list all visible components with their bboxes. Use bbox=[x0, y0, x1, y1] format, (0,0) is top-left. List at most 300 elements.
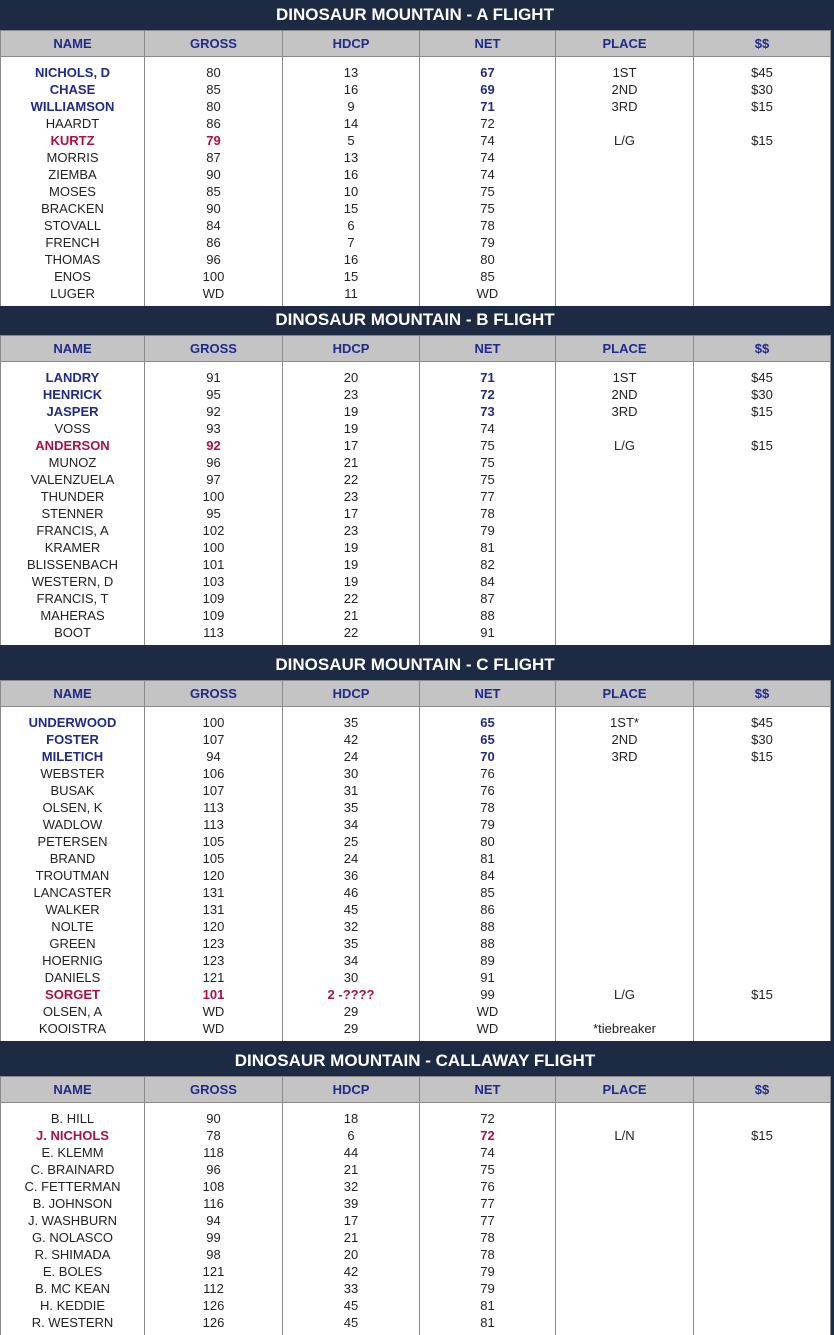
table-row bbox=[1, 98, 831, 115]
cell-gross: 80 bbox=[145, 57, 283, 82]
cell-place bbox=[556, 607, 694, 624]
cell-place: 3RD bbox=[556, 403, 694, 420]
cell-place: 2ND bbox=[556, 81, 694, 98]
cell-hdcp: 19 bbox=[283, 556, 420, 573]
cell-gross: 99 bbox=[145, 1229, 283, 1246]
cell-hdcp: 45 bbox=[283, 1297, 420, 1314]
cell-name: LANCASTER bbox=[1, 884, 145, 901]
cell-hdcp: 24 bbox=[283, 748, 420, 765]
cell-money: $15 bbox=[694, 98, 831, 115]
cell-name: E. BOLES bbox=[1, 1263, 145, 1280]
cell-hdcp: 46 bbox=[283, 884, 420, 901]
cell-name: H. KEDDIE bbox=[1, 1297, 145, 1314]
column-header-place: PLACE bbox=[556, 336, 694, 362]
cell-name: KRAMER bbox=[1, 539, 145, 556]
cell-net: 75 bbox=[420, 454, 556, 471]
cell-gross: 103 bbox=[145, 573, 283, 590]
table-row bbox=[1, 1003, 831, 1020]
flight-results-table bbox=[0, 1076, 831, 1335]
cell-net: 81 bbox=[420, 1314, 556, 1335]
cell-gross: 80 bbox=[145, 98, 283, 115]
cell-money bbox=[694, 1246, 831, 1263]
column-header-gross: GROSS bbox=[145, 1077, 283, 1103]
cell-net: 88 bbox=[420, 935, 556, 952]
cell-gross: 105 bbox=[145, 850, 283, 867]
cell-hdcp: 17 bbox=[283, 505, 420, 522]
cell-place bbox=[556, 471, 694, 488]
cell-net: 73 bbox=[420, 403, 556, 420]
cell-net: 88 bbox=[420, 918, 556, 935]
cell-name: WESTERN, D bbox=[1, 573, 145, 590]
cell-money bbox=[694, 522, 831, 539]
cell-net: 76 bbox=[420, 782, 556, 799]
cell-hdcp: 29 bbox=[283, 1003, 420, 1020]
cell-net: 75 bbox=[420, 200, 556, 217]
cell-gross: 78 bbox=[145, 1127, 283, 1144]
cell-money bbox=[694, 1020, 831, 1041]
cell-hdcp: 2 -???? bbox=[283, 986, 420, 1003]
cell-place bbox=[556, 765, 694, 782]
cell-net: 74 bbox=[420, 149, 556, 166]
cell-net: 91 bbox=[420, 969, 556, 986]
cell-place bbox=[556, 1229, 694, 1246]
cell-net: 76 bbox=[420, 1178, 556, 1195]
column-header-net: NET bbox=[420, 1077, 556, 1103]
column-header-hdcp: HDCP bbox=[283, 31, 420, 57]
cell-gross: 93 bbox=[145, 420, 283, 437]
cell-money bbox=[694, 1263, 831, 1280]
cell-name: STOVALL bbox=[1, 217, 145, 234]
cell-net: 87 bbox=[420, 590, 556, 607]
cell-money bbox=[694, 901, 831, 918]
cell-name: CHASE bbox=[1, 81, 145, 98]
cell-hdcp: 6 bbox=[283, 217, 420, 234]
table-row bbox=[1, 1246, 831, 1263]
cell-name: J. WASHBURN bbox=[1, 1212, 145, 1229]
table-header-row bbox=[1, 681, 831, 707]
cell-name: BOOT bbox=[1, 624, 145, 645]
cell-gross: 120 bbox=[145, 918, 283, 935]
cell-gross: 84 bbox=[145, 217, 283, 234]
cell-name: MUNOZ bbox=[1, 454, 145, 471]
cell-hdcp: 19 bbox=[283, 420, 420, 437]
cell-hdcp: 9 bbox=[283, 98, 420, 115]
cell-net: WD bbox=[420, 285, 556, 306]
cell-name: THOMAS bbox=[1, 251, 145, 268]
cell-gross: 95 bbox=[145, 386, 283, 403]
cell-hdcp: 33 bbox=[283, 1280, 420, 1297]
table-row bbox=[1, 166, 831, 183]
cell-money bbox=[694, 539, 831, 556]
cell-name: MILETICH bbox=[1, 748, 145, 765]
cell-money bbox=[694, 1229, 831, 1246]
column-header-place: PLACE bbox=[556, 1077, 694, 1103]
table-row bbox=[1, 731, 831, 748]
cell-place: L/G bbox=[556, 986, 694, 1003]
table-row bbox=[1, 884, 831, 901]
cell-money: $15 bbox=[694, 132, 831, 149]
table-row bbox=[1, 590, 831, 607]
cell-gross: 85 bbox=[145, 81, 283, 98]
cell-place bbox=[556, 850, 694, 867]
cell-money bbox=[694, 969, 831, 986]
cell-place: *tiebreaker bbox=[556, 1020, 694, 1041]
cell-name: E. KLEMM bbox=[1, 1144, 145, 1161]
cell-net: 79 bbox=[420, 1263, 556, 1280]
cell-money bbox=[694, 1195, 831, 1212]
flight-results-table bbox=[0, 680, 831, 1041]
cell-net: 65 bbox=[420, 707, 556, 732]
cell-name: J. NICHOLS bbox=[1, 1127, 145, 1144]
cell-hdcp: 20 bbox=[283, 1246, 420, 1263]
cell-place bbox=[556, 1314, 694, 1335]
cell-net: 75 bbox=[420, 183, 556, 200]
cell-place bbox=[556, 1144, 694, 1161]
table-row bbox=[1, 1144, 831, 1161]
table-row bbox=[1, 285, 831, 306]
table-row bbox=[1, 986, 831, 1003]
cell-hdcp: 22 bbox=[283, 624, 420, 645]
cell-money bbox=[694, 149, 831, 166]
table-row bbox=[1, 1280, 831, 1297]
cell-hdcp: 17 bbox=[283, 1212, 420, 1229]
column-header-money: $$ bbox=[694, 336, 831, 362]
cell-hdcp: 16 bbox=[283, 251, 420, 268]
cell-money: $15 bbox=[694, 748, 831, 765]
table-row bbox=[1, 1314, 831, 1335]
cell-place bbox=[556, 935, 694, 952]
column-header-place: PLACE bbox=[556, 31, 694, 57]
cell-hdcp: 44 bbox=[283, 1144, 420, 1161]
cell-place: 1ST bbox=[556, 57, 694, 82]
cell-hdcp: 10 bbox=[283, 183, 420, 200]
cell-place bbox=[556, 420, 694, 437]
cell-net: 78 bbox=[420, 1229, 556, 1246]
table-row bbox=[1, 420, 831, 437]
table-row bbox=[1, 1297, 831, 1314]
cell-gross: 97 bbox=[145, 471, 283, 488]
cell-money bbox=[694, 1178, 831, 1195]
cell-net: 74 bbox=[420, 1144, 556, 1161]
cell-place bbox=[556, 217, 694, 234]
flight-title: DINOSAUR MOUNTAIN - B FLIGHT bbox=[275, 310, 555, 329]
cell-place bbox=[556, 1003, 694, 1020]
cell-hdcp: 32 bbox=[283, 918, 420, 935]
cell-money bbox=[694, 1297, 831, 1314]
table-row bbox=[1, 901, 831, 918]
table-row bbox=[1, 556, 831, 573]
table-row bbox=[1, 573, 831, 590]
cell-gross: 121 bbox=[145, 969, 283, 986]
cell-place: 2ND bbox=[556, 386, 694, 403]
cell-hdcp: 42 bbox=[283, 731, 420, 748]
cell-place bbox=[556, 1103, 694, 1128]
cell-name: ANDERSON bbox=[1, 437, 145, 454]
table-row bbox=[1, 765, 831, 782]
cell-gross: 118 bbox=[145, 1144, 283, 1161]
cell-name: UNDERWOOD bbox=[1, 707, 145, 732]
cell-name: ENOS bbox=[1, 268, 145, 285]
table-header-row bbox=[1, 1077, 831, 1103]
table-row bbox=[1, 624, 831, 645]
cell-name: STENNER bbox=[1, 505, 145, 522]
cell-name: C. FETTERMAN bbox=[1, 1178, 145, 1195]
column-header-name: NAME bbox=[1, 31, 145, 57]
cell-name: LUGER bbox=[1, 285, 145, 306]
cell-gross: 120 bbox=[145, 867, 283, 884]
cell-place: L/G bbox=[556, 437, 694, 454]
cell-net: 72 bbox=[420, 115, 556, 132]
cell-money: $30 bbox=[694, 81, 831, 98]
cell-name: SORGET bbox=[1, 986, 145, 1003]
cell-net: 70 bbox=[420, 748, 556, 765]
cell-hdcp: 16 bbox=[283, 166, 420, 183]
table-row bbox=[1, 816, 831, 833]
table-row bbox=[1, 748, 831, 765]
cell-net: 74 bbox=[420, 166, 556, 183]
table-row bbox=[1, 1127, 831, 1144]
cell-hdcp: 34 bbox=[283, 952, 420, 969]
table-row bbox=[1, 234, 831, 251]
cell-hdcp: 15 bbox=[283, 268, 420, 285]
cell-net: 91 bbox=[420, 624, 556, 645]
cell-place bbox=[556, 833, 694, 850]
cell-name: WALKER bbox=[1, 901, 145, 918]
cell-gross: 116 bbox=[145, 1195, 283, 1212]
cell-net: 85 bbox=[420, 268, 556, 285]
cell-name: OLSEN, K bbox=[1, 799, 145, 816]
table-row bbox=[1, 522, 831, 539]
table-row bbox=[1, 200, 831, 217]
cell-hdcp: 35 bbox=[283, 935, 420, 952]
table-row bbox=[1, 707, 831, 732]
cell-money bbox=[694, 1212, 831, 1229]
cell-net: WD bbox=[420, 1003, 556, 1020]
cell-net: 85 bbox=[420, 884, 556, 901]
cell-hdcp: 39 bbox=[283, 1195, 420, 1212]
cell-gross: WD bbox=[145, 1003, 283, 1020]
cell-net: 65 bbox=[420, 731, 556, 748]
cell-money bbox=[694, 624, 831, 645]
cell-net: 71 bbox=[420, 98, 556, 115]
table-row bbox=[1, 969, 831, 986]
cell-hdcp: 13 bbox=[283, 57, 420, 82]
cell-net: 81 bbox=[420, 1297, 556, 1314]
cell-money bbox=[694, 505, 831, 522]
cell-gross: 113 bbox=[145, 624, 283, 645]
cell-net: 88 bbox=[420, 607, 556, 624]
table-row bbox=[1, 935, 831, 952]
flight-title: DINOSAUR MOUNTAIN - C FLIGHT bbox=[275, 655, 555, 674]
cell-hdcp: 21 bbox=[283, 1229, 420, 1246]
cell-hdcp: 22 bbox=[283, 590, 420, 607]
cell-place bbox=[556, 1246, 694, 1263]
cell-net: 84 bbox=[420, 573, 556, 590]
cell-money: $45 bbox=[694, 707, 831, 732]
table-row bbox=[1, 437, 831, 454]
cell-money bbox=[694, 935, 831, 952]
cell-place: 3RD bbox=[556, 748, 694, 765]
cell-money bbox=[694, 285, 831, 306]
cell-gross: 109 bbox=[145, 590, 283, 607]
cell-money bbox=[694, 833, 831, 850]
cell-net: 79 bbox=[420, 816, 556, 833]
cell-money bbox=[694, 765, 831, 782]
cell-place bbox=[556, 234, 694, 251]
column-header-money: $$ bbox=[694, 681, 831, 707]
cell-hdcp: 6 bbox=[283, 1127, 420, 1144]
cell-hdcp: 15 bbox=[283, 200, 420, 217]
cell-gross: 108 bbox=[145, 1178, 283, 1195]
cell-money: $30 bbox=[694, 386, 831, 403]
cell-net: 76 bbox=[420, 765, 556, 782]
cell-place bbox=[556, 1161, 694, 1178]
cell-name: HENRICK bbox=[1, 386, 145, 403]
table-row bbox=[1, 57, 831, 82]
cell-name: MOSES bbox=[1, 183, 145, 200]
cell-hdcp: 35 bbox=[283, 799, 420, 816]
table-row bbox=[1, 81, 831, 98]
cell-gross: 85 bbox=[145, 183, 283, 200]
cell-net: 80 bbox=[420, 251, 556, 268]
cell-place bbox=[556, 149, 694, 166]
cell-name: NOLTE bbox=[1, 918, 145, 935]
cell-money bbox=[694, 200, 831, 217]
cell-name: VALENZUELA bbox=[1, 471, 145, 488]
cell-gross: 121 bbox=[145, 1263, 283, 1280]
cell-hdcp: 29 bbox=[283, 1020, 420, 1041]
column-header-place: PLACE bbox=[556, 681, 694, 707]
cell-money bbox=[694, 1280, 831, 1297]
cell-money bbox=[694, 1144, 831, 1161]
cell-place bbox=[556, 268, 694, 285]
cell-money bbox=[694, 1103, 831, 1128]
cell-net: 74 bbox=[420, 132, 556, 149]
table-row bbox=[1, 918, 831, 935]
cell-hdcp: 23 bbox=[283, 386, 420, 403]
cell-name: PETERSEN bbox=[1, 833, 145, 850]
cell-net: 81 bbox=[420, 539, 556, 556]
cell-money bbox=[694, 1161, 831, 1178]
cell-hdcp: 17 bbox=[283, 437, 420, 454]
cell-place bbox=[556, 1178, 694, 1195]
table-row bbox=[1, 1229, 831, 1246]
cell-name: WEBSTER bbox=[1, 765, 145, 782]
cell-name: MORRIS bbox=[1, 149, 145, 166]
cell-name: DANIELS bbox=[1, 969, 145, 986]
cell-gross: 131 bbox=[145, 901, 283, 918]
cell-gross: 105 bbox=[145, 833, 283, 850]
table-row bbox=[1, 952, 831, 969]
cell-name: R. SHIMADA bbox=[1, 1246, 145, 1263]
table-row bbox=[1, 850, 831, 867]
cell-place bbox=[556, 1212, 694, 1229]
cell-hdcp: 36 bbox=[283, 867, 420, 884]
cell-place bbox=[556, 556, 694, 573]
column-header-net: NET bbox=[420, 31, 556, 57]
flight-results-table bbox=[0, 30, 831, 306]
cell-place bbox=[556, 884, 694, 901]
cell-place bbox=[556, 799, 694, 816]
cell-money bbox=[694, 471, 831, 488]
column-header-net: NET bbox=[420, 336, 556, 362]
cell-net: 75 bbox=[420, 1161, 556, 1178]
cell-name: ZIEMBA bbox=[1, 166, 145, 183]
table-row bbox=[1, 362, 831, 387]
cell-money: $15 bbox=[694, 403, 831, 420]
cell-place bbox=[556, 200, 694, 217]
cell-net: 75 bbox=[420, 471, 556, 488]
flight-results-table bbox=[0, 335, 831, 645]
cell-name: HAARDT bbox=[1, 115, 145, 132]
cell-name: GREEN bbox=[1, 935, 145, 952]
column-header-name: NAME bbox=[1, 1077, 145, 1103]
cell-place bbox=[556, 454, 694, 471]
cell-gross: 123 bbox=[145, 935, 283, 952]
cell-name: FOSTER bbox=[1, 731, 145, 748]
cell-place bbox=[556, 573, 694, 590]
cell-net: 99 bbox=[420, 986, 556, 1003]
table-header-row bbox=[1, 31, 831, 57]
column-header-gross: GROSS bbox=[145, 336, 283, 362]
cell-name: KURTZ bbox=[1, 132, 145, 149]
column-header-hdcp: HDCP bbox=[283, 681, 420, 707]
cell-money bbox=[694, 607, 831, 624]
cell-net: 84 bbox=[420, 867, 556, 884]
cell-money: $15 bbox=[694, 986, 831, 1003]
column-header-money: $$ bbox=[694, 1077, 831, 1103]
cell-gross: 96 bbox=[145, 1161, 283, 1178]
cell-net: 86 bbox=[420, 901, 556, 918]
cell-gross: 98 bbox=[145, 1246, 283, 1263]
cell-hdcp: 20 bbox=[283, 362, 420, 387]
cell-place bbox=[556, 816, 694, 833]
cell-name: WADLOW bbox=[1, 816, 145, 833]
cell-hdcp: 14 bbox=[283, 115, 420, 132]
table-row bbox=[1, 1263, 831, 1280]
cell-place bbox=[556, 867, 694, 884]
cell-gross: 109 bbox=[145, 607, 283, 624]
cell-hdcp: 18 bbox=[283, 1103, 420, 1128]
table-row bbox=[1, 782, 831, 799]
cell-hdcp: 30 bbox=[283, 765, 420, 782]
cell-hdcp: 31 bbox=[283, 782, 420, 799]
cell-money bbox=[694, 573, 831, 590]
table-row bbox=[1, 386, 831, 403]
cell-money bbox=[694, 488, 831, 505]
cell-name: B. HILL bbox=[1, 1103, 145, 1128]
cell-net: 74 bbox=[420, 420, 556, 437]
cell-place bbox=[556, 624, 694, 645]
cell-name: NICHOLS, D bbox=[1, 57, 145, 82]
table-row bbox=[1, 454, 831, 471]
table-row bbox=[1, 1195, 831, 1212]
cell-net: 72 bbox=[420, 1103, 556, 1128]
table-row bbox=[1, 471, 831, 488]
cell-gross: 86 bbox=[145, 234, 283, 251]
cell-hdcp: 19 bbox=[283, 573, 420, 590]
cell-gross: WD bbox=[145, 285, 283, 306]
cell-net: 79 bbox=[420, 234, 556, 251]
cell-money bbox=[694, 816, 831, 833]
cell-hdcp: 22 bbox=[283, 471, 420, 488]
table-row bbox=[1, 217, 831, 234]
cell-name: B. JOHNSON bbox=[1, 1195, 145, 1212]
cell-name: LANDRY bbox=[1, 362, 145, 387]
table-row bbox=[1, 1212, 831, 1229]
cell-gross: 107 bbox=[145, 731, 283, 748]
cell-money: $45 bbox=[694, 362, 831, 387]
